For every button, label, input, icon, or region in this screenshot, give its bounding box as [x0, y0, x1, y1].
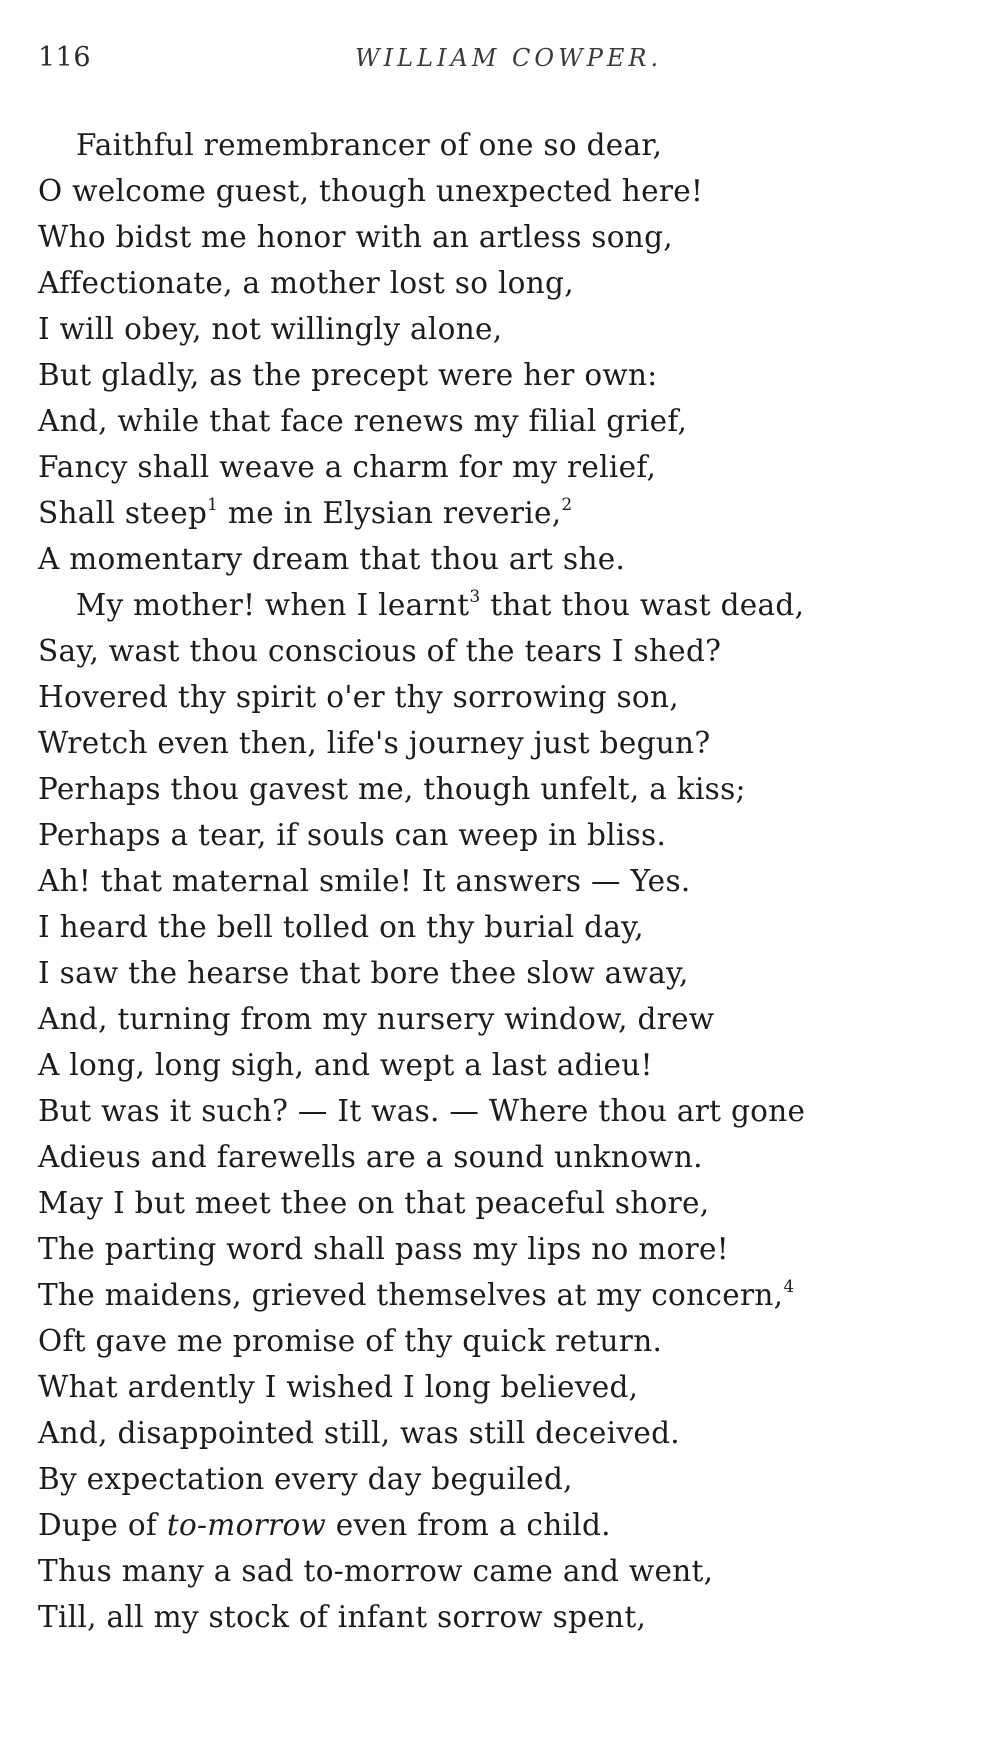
line-text: that thou wast dead,: [480, 588, 805, 622]
poem-line: Say, wast thou conscious of the tears I shed?: [38, 634, 722, 668]
poem-line: Affectionate, a mother lost so long,: [38, 266, 574, 300]
line-text: even from a child.: [326, 1508, 611, 1542]
footnote-marker: 4: [783, 1277, 795, 1298]
poem-line: A long, long sigh, and wept a last adieu!: [38, 1048, 653, 1082]
poem-line: By expectation every day beguiled,: [38, 1462, 573, 1496]
poem-line: Wretch even then, life's journey just begun?: [38, 726, 711, 760]
poem-line: I will obey, not willingly alone,: [38, 312, 503, 346]
poem-line: Thus many a sad to-morrow came and went,: [38, 1554, 714, 1588]
poem-line: Oft gave me promise of thy quick return.: [38, 1324, 663, 1358]
poem-line: [76, 582, 804, 628]
poem-line: And, while that face renews my filial grief,: [38, 404, 688, 438]
poem-line: Hovered thy spirit o'er thy sorrowing son,: [38, 680, 679, 714]
poem-line: And, disappointed still, was still deceived.: [38, 1416, 680, 1450]
page-number: 116: [38, 42, 92, 73]
poem-line: [38, 1502, 611, 1548]
poem-line: Perhaps thou gavest me, though unfelt, a kiss;: [38, 772, 746, 806]
poem-line: But was it such? — It was. — Where thou art gone: [38, 1094, 806, 1128]
poem-line: [38, 490, 573, 536]
footnote-marker: 3: [469, 587, 481, 608]
line-text: me in Elysian reverie,: [218, 496, 562, 530]
poem-line: But gladly, as the precept were her own:: [38, 358, 658, 392]
footnote-marker: 2: [561, 495, 573, 516]
poem-line: Adieus and farewells are a sound unknown.: [38, 1140, 703, 1174]
poem-line: Who bidst me honor with an artless song,: [38, 220, 673, 254]
poem-line: A momentary dream that thou art she.: [38, 542, 626, 576]
poem-line: May I but meet thee on that peaceful shore,: [38, 1186, 710, 1220]
line-text: My mother! when I learnt: [76, 588, 470, 622]
poem-line: Fancy shall weave a charm for my relief,: [38, 450, 657, 484]
poem-line: I saw the hearse that bore thee slow away,: [38, 956, 689, 990]
line-text: The maidens, grieved themselves at my concern,: [38, 1278, 784, 1312]
poem-line: What ardently I wished I long believed,: [38, 1370, 639, 1404]
poem-line: [38, 1272, 794, 1318]
italic-word: to-morrow: [166, 1508, 327, 1542]
poem-line: O welcome guest, though unexpected here!: [38, 174, 704, 208]
footnote-marker: 1: [207, 495, 219, 516]
poem-line: I heard the bell tolled on thy burial day,: [38, 910, 644, 944]
poem-line: The parting word shall pass my lips no more!: [38, 1232, 729, 1266]
running-head: WILLIAM COWPER.: [355, 44, 663, 72]
poem-line: Ah! that maternal smile! It answers — Yes.: [38, 864, 691, 898]
poem-line: Till, all my stock of infant sorrow spent,: [38, 1600, 647, 1634]
poem-line: Perhaps a tear, if souls can weep in bliss.: [38, 818, 667, 852]
poem-line: And, turning from my nursery window, drew: [38, 1002, 715, 1036]
poem-line: Faithful remembrancer of one so dear,: [76, 128, 663, 162]
line-text: Dupe of: [38, 1508, 167, 1542]
line-text: Shall steep: [38, 496, 208, 530]
